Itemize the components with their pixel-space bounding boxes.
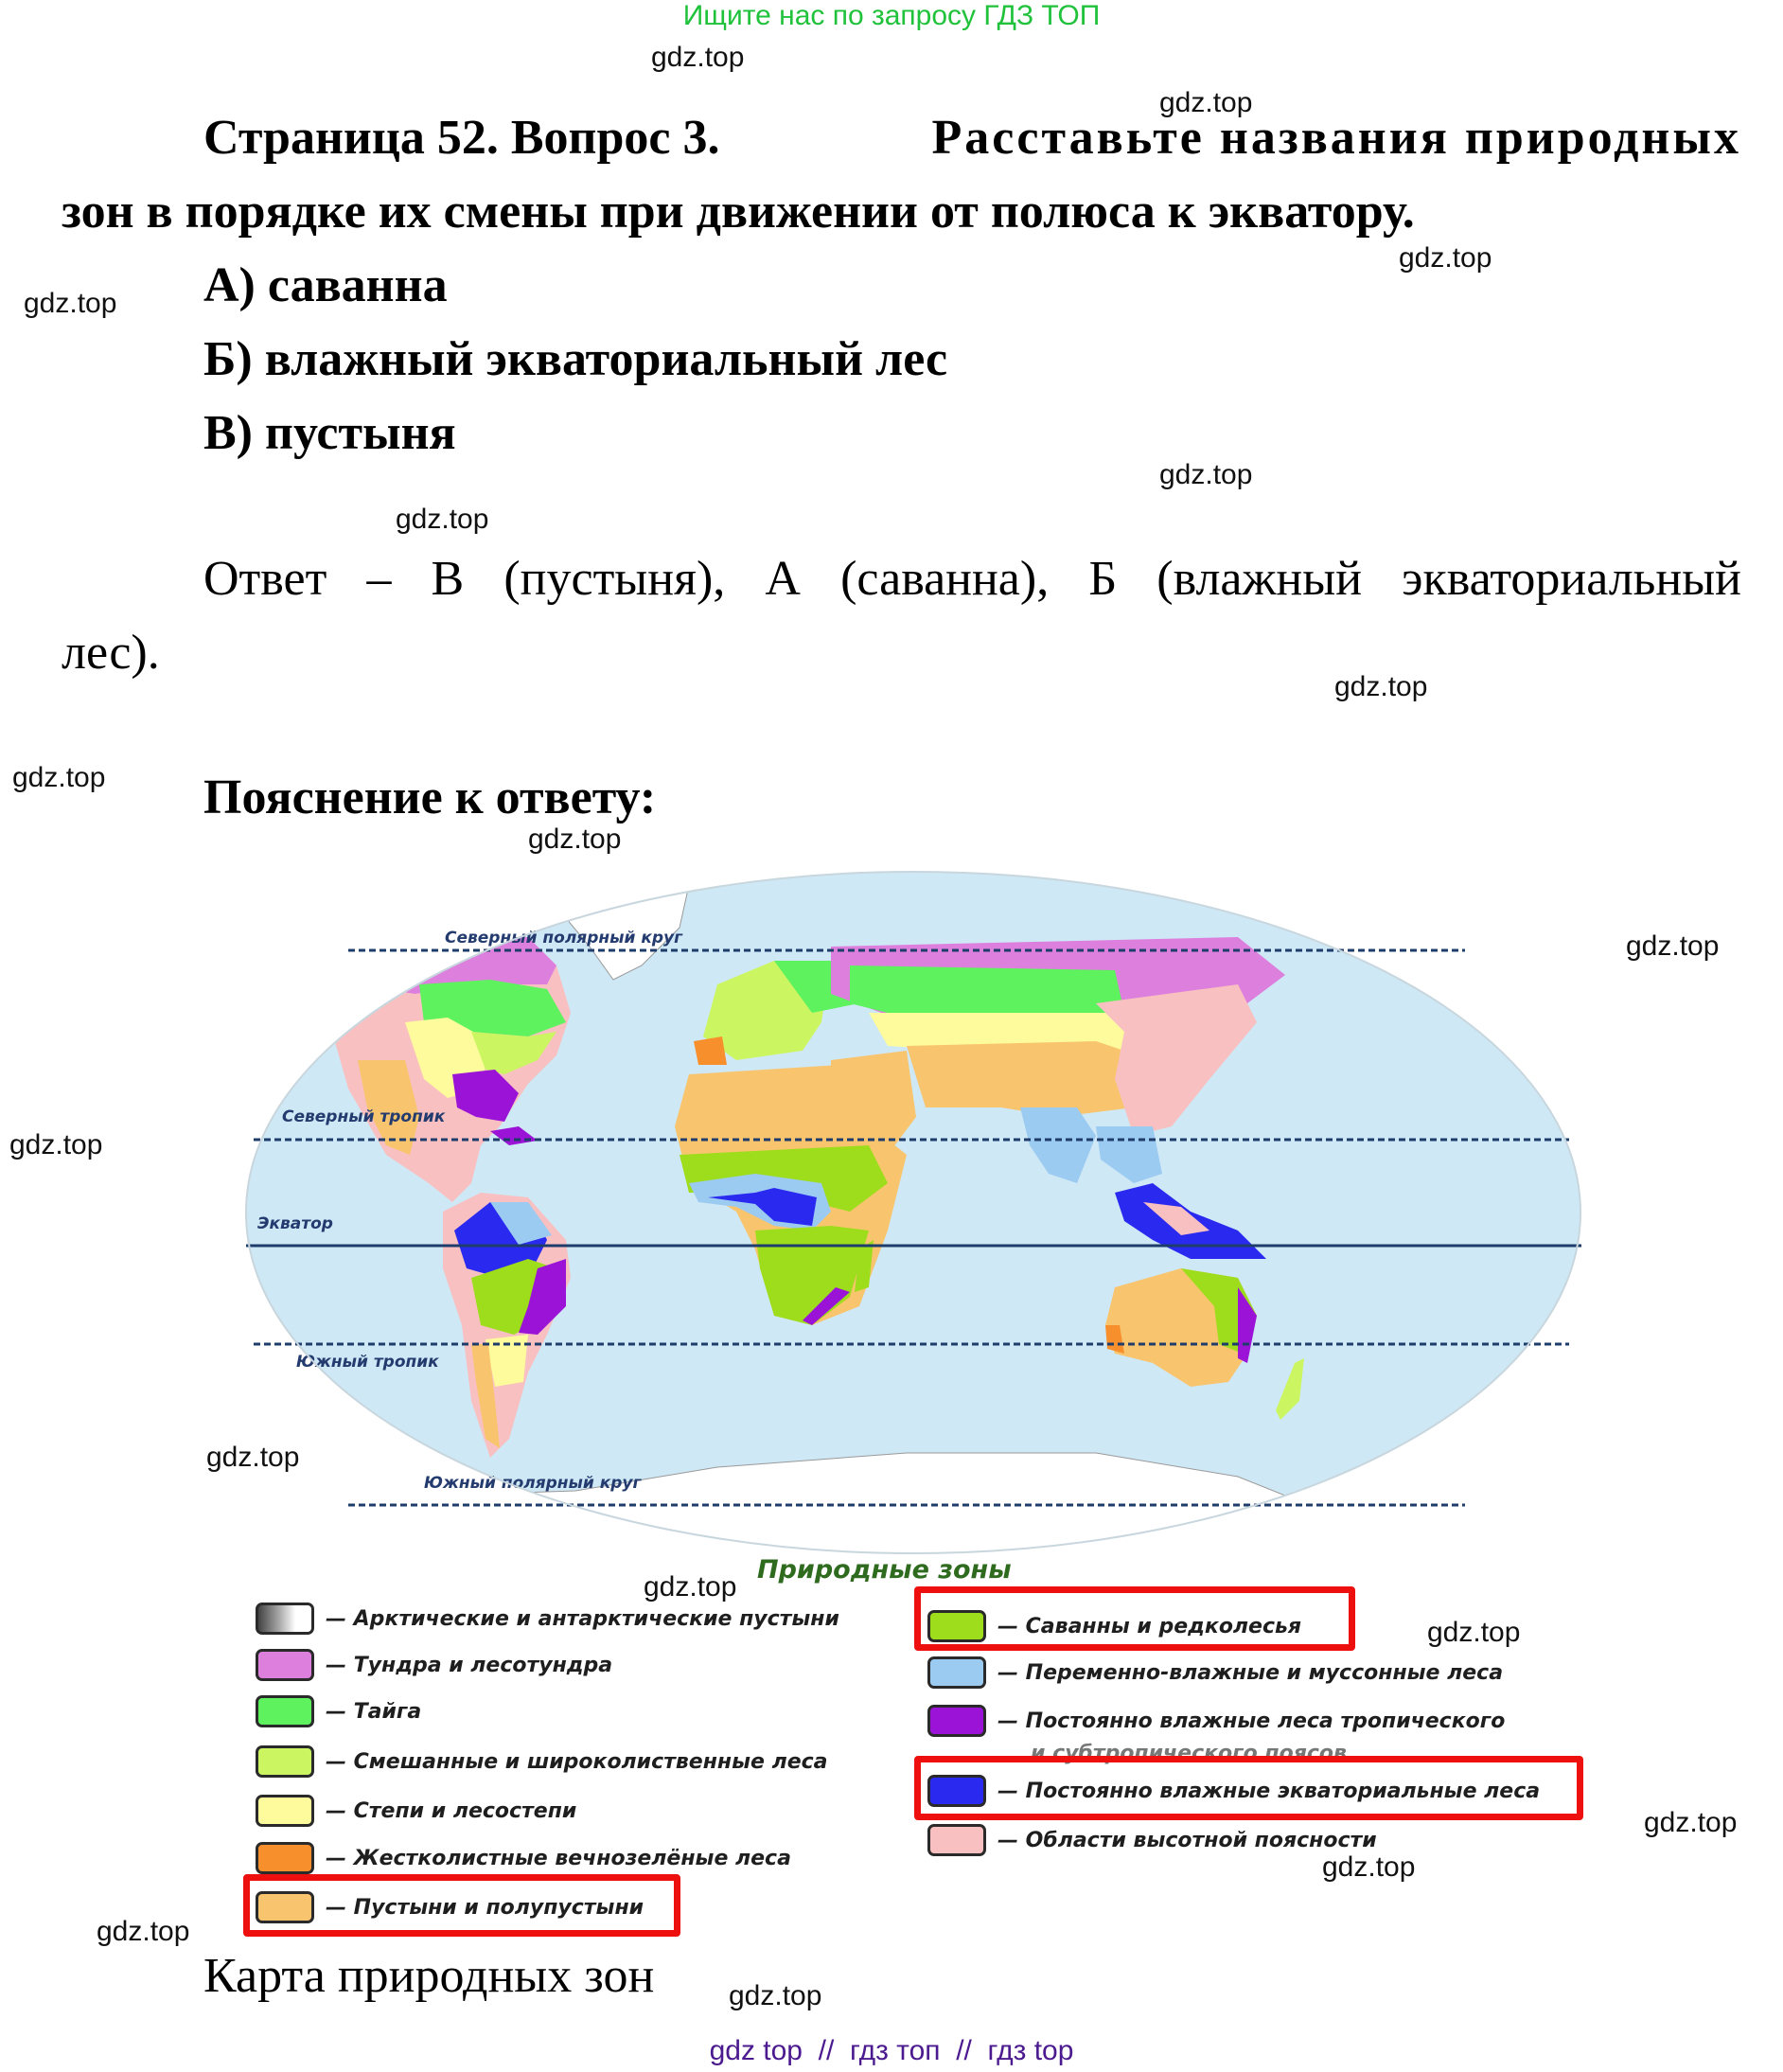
taiga-swatch: [256, 1695, 314, 1727]
tundra-swatch: [256, 1649, 314, 1681]
watermark: gdz.top: [729, 1980, 822, 2011]
monsoon-swatch: [927, 1656, 986, 1689]
legend-item-monsoon: — Переменно-влажные и муссонные леса: [927, 1656, 1503, 1689]
legend-item-steppe: — Степи и лесостепи: [256, 1795, 576, 1827]
option-b: [203, 331, 947, 387]
option-a: [203, 257, 448, 313]
watermark: gdz.top: [1427, 1617, 1521, 1648]
legend-item-equatorial: — Постоянно влажные экваториальные леса: [927, 1775, 1549, 1807]
question-label: Страница 52. Вопрос 3.: [203, 111, 720, 165]
steppe-swatch: [256, 1795, 314, 1827]
answer-line-2: лес).: [62, 626, 160, 680]
legend-item-arctic-desert: — Арктические и антарктические пустыни: [256, 1603, 839, 1635]
watermark: gdz.top: [1159, 87, 1253, 118]
watermark: gdz.top: [651, 42, 745, 73]
option-key: Б): [203, 332, 253, 386]
legend-item-taiga: — Тайга: [256, 1695, 421, 1727]
answer-line-1: Ответ – В (пустыня), А (саванна), Б (влажный экваториальный: [203, 552, 1741, 606]
highlight-equatorial: [914, 1756, 1583, 1820]
legend-item-highland: — Области высотной поясности: [927, 1824, 1377, 1856]
arctic-desert-swatch: [256, 1603, 314, 1635]
watermark: gdz.top: [528, 823, 622, 855]
watermark: gdz.top: [97, 1916, 190, 1947]
watermark: gdz.top: [206, 1442, 300, 1473]
highland-swatch: [927, 1824, 986, 1856]
subtropical-wet-swatch: [927, 1705, 986, 1737]
question-text-part1: Расставьте названия природных: [931, 111, 1741, 165]
explanation-heading: Пояснение к ответу:: [203, 770, 657, 824]
promo-banner[interactable]: Ищите нас по запросу ГДЗ ТОП: [682, 0, 1101, 31]
legend-item-tundra: — Тундра и лесотундра: [256, 1649, 612, 1681]
option-text: пустыня: [265, 406, 456, 460]
watermark: gdz.top: [396, 504, 489, 535]
legend-title: Природные зоны: [757, 1555, 1012, 1585]
antarctic-circle-label: Южный полярный круг: [424, 1474, 642, 1493]
legend-item-mixed-forest: — Смешанные и широколиственные леса: [256, 1745, 828, 1778]
watermark: gdz.top: [1399, 242, 1492, 274]
natural-zones-map: [244, 871, 1583, 1554]
arctic-circle-label: Северный полярный круг: [445, 929, 682, 947]
world-map-image: [244, 871, 1583, 1554]
watermark: gdz.top: [1626, 930, 1720, 962]
watermark: gdz.top: [12, 762, 106, 793]
option-key: В): [203, 406, 253, 460]
legend-item-subtropical-wet-line2: и субтропического поясов: [1031, 1742, 1347, 1765]
option-text: влажный экваториальный лес: [264, 332, 948, 386]
highlight-savanna: [914, 1586, 1355, 1651]
option-key: А): [203, 258, 256, 312]
watermark: gdz.top: [1322, 1851, 1416, 1883]
option-v: [203, 405, 456, 461]
watermark: gdz.top: [1159, 459, 1253, 490]
legend-item-subtropical-wet: — Постоянно влажные леса тропического: [927, 1705, 1505, 1737]
footer-links[interactable]: gdz top // гдз топ // гдз top: [709, 2035, 1074, 2066]
tropic-of-cancer-label: Северный тропик: [282, 1107, 446, 1126]
watermark: gdz.top: [1334, 671, 1428, 702]
legend-item-savanna: — Саванны и редколесья: [927, 1610, 1301, 1642]
legend-item-sclerophyll: — Жестколистные вечнозелёные леса: [256, 1842, 791, 1874]
watermark: gdz.top: [24, 288, 117, 319]
sclerophyll-swatch: [256, 1842, 314, 1874]
watermark: gdz.top: [644, 1571, 737, 1603]
legend-item-desert: — Пустыни и полупустыни: [256, 1891, 644, 1923]
watermark: gdz.top: [1644, 1807, 1738, 1838]
equator-label: Экватор: [257, 1214, 333, 1233]
question-text-part2: зон в порядке их смены при движении от полюса к экватору.: [62, 185, 1415, 239]
map-caption: Карта природных зон: [203, 1949, 655, 2003]
question-line-1: [203, 110, 1741, 166]
tropic-of-capricorn-label: Южный тропик: [296, 1353, 439, 1372]
mixed-forest-swatch: [256, 1745, 314, 1778]
watermark: gdz.top: [9, 1129, 103, 1160]
option-text: саванна: [267, 258, 448, 312]
highlight-desert: [243, 1874, 680, 1937]
